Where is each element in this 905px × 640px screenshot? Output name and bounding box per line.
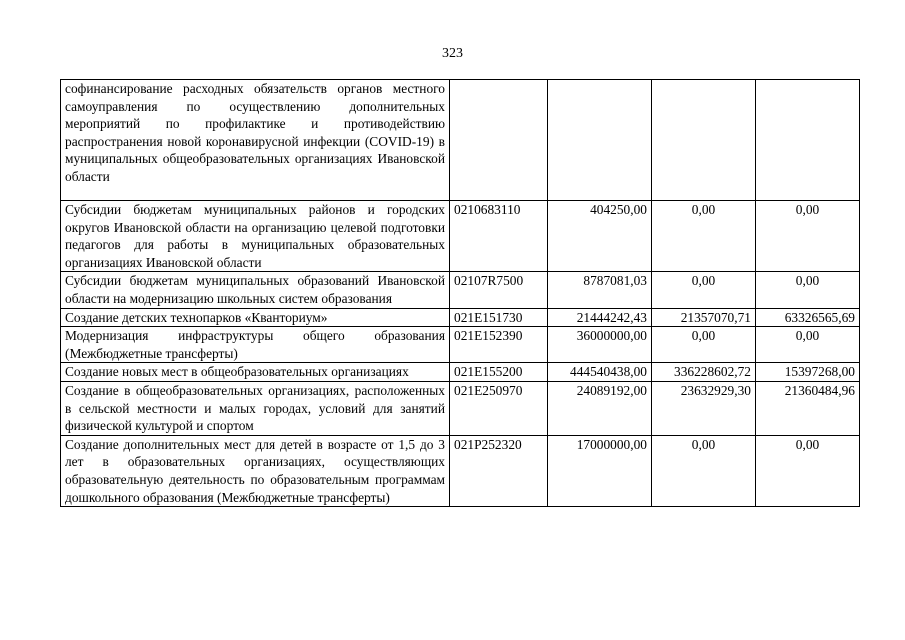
row-code-cell: 021E151730	[450, 308, 548, 327]
row-value-2021-cell: 17000000,00	[548, 435, 652, 506]
row-value-2022-cell: 0,00	[652, 435, 756, 506]
row-value-2022-cell: 21357070,71	[652, 308, 756, 327]
row-value-2023-cell	[756, 80, 860, 201]
row-value-2022-cell: 0,00	[652, 201, 756, 272]
row-value-2021-cell: 444540438,00	[548, 363, 652, 382]
table-row	[61, 201, 860, 272]
table-row	[61, 381, 860, 435]
row-value-2021-cell: 21444242,43	[548, 308, 652, 327]
row-code-cell: 021E152390	[450, 327, 548, 363]
row-name-cell: Создание новых мест в общеобразовательных организациях	[61, 363, 450, 382]
table-row	[61, 363, 860, 382]
table-row	[61, 80, 860, 201]
row-name-cell: софинансирование расходных обязательств органов местного самоуправления по осуществлению дополнительных мероприятий по профилактике и противодействию распространения новой коронавирусной инфекции (COVID-19) в муниципальных общеобразовательных организациях Ивановской области	[61, 80, 450, 201]
row-value-2021-cell	[548, 80, 652, 201]
row-value-2022-cell: 0,00	[652, 327, 756, 363]
row-code-cell: 021P252320	[450, 435, 548, 506]
row-code-cell: 021E155200	[450, 363, 548, 382]
row-value-2022-cell: 0,00	[652, 272, 756, 308]
row-name-cell: Субсидии бюджетам муниципальных образований Ивановской области на модернизацию школьных систем образования	[61, 272, 450, 308]
row-code-cell: 0210683110	[450, 201, 548, 272]
budget-table	[60, 79, 860, 507]
row-code-cell: 021E250970	[450, 381, 548, 435]
row-value-2023-cell: 21360484,96	[756, 381, 860, 435]
table-row	[61, 308, 860, 327]
row-name-cell: Создание в общеобразовательных организациях, расположенных в сельской местности и малых городах, условий для занятий физической культурой и спортом	[61, 381, 450, 435]
row-name-cell: Создание дополнительных мест для детей в возрасте от 1,5 до 3 лет в образовательных организациях, осуществляющих образовательную деятельность по образовательным программам дошкольного образования (Межбюджетные трансферты)	[61, 435, 450, 506]
row-value-2022-cell	[652, 80, 756, 201]
row-value-2021-cell: 8787081,03	[548, 272, 652, 308]
row-value-2023-cell: 0,00	[756, 272, 860, 308]
row-value-2022-cell: 23632929,30	[652, 381, 756, 435]
row-value-2023-cell: 15397268,00	[756, 363, 860, 382]
row-code-cell	[450, 80, 548, 201]
row-value-2022-cell: 336228602,72	[652, 363, 756, 382]
row-value-2023-cell: 0,00	[756, 201, 860, 272]
row-value-2023-cell: 63326565,69	[756, 308, 860, 327]
row-value-2023-cell: 0,00	[756, 435, 860, 506]
row-value-2021-cell: 36000000,00	[548, 327, 652, 363]
row-value-2023-cell: 0,00	[756, 327, 860, 363]
row-code-cell: 02107R7500	[450, 272, 548, 308]
table-row	[61, 435, 860, 506]
row-name-cell: Модернизация инфраструктуры общего образования (Межбюджетные трансферты)	[61, 327, 450, 363]
row-name-cell: Создание детских технопарков «Кванториум»	[61, 308, 450, 327]
table-row	[61, 327, 860, 363]
row-value-2021-cell: 24089192,00	[548, 381, 652, 435]
table-row	[61, 272, 860, 308]
row-name-cell: Субсидии бюджетам муниципальных районов и городских округов Ивановской области на организацию целевой подготовки педагогов для работы в муниципальных образовательных организациях Ивановской области	[61, 201, 450, 272]
page-number: 323	[442, 46, 463, 61]
row-value-2021-cell: 404250,00	[548, 201, 652, 272]
